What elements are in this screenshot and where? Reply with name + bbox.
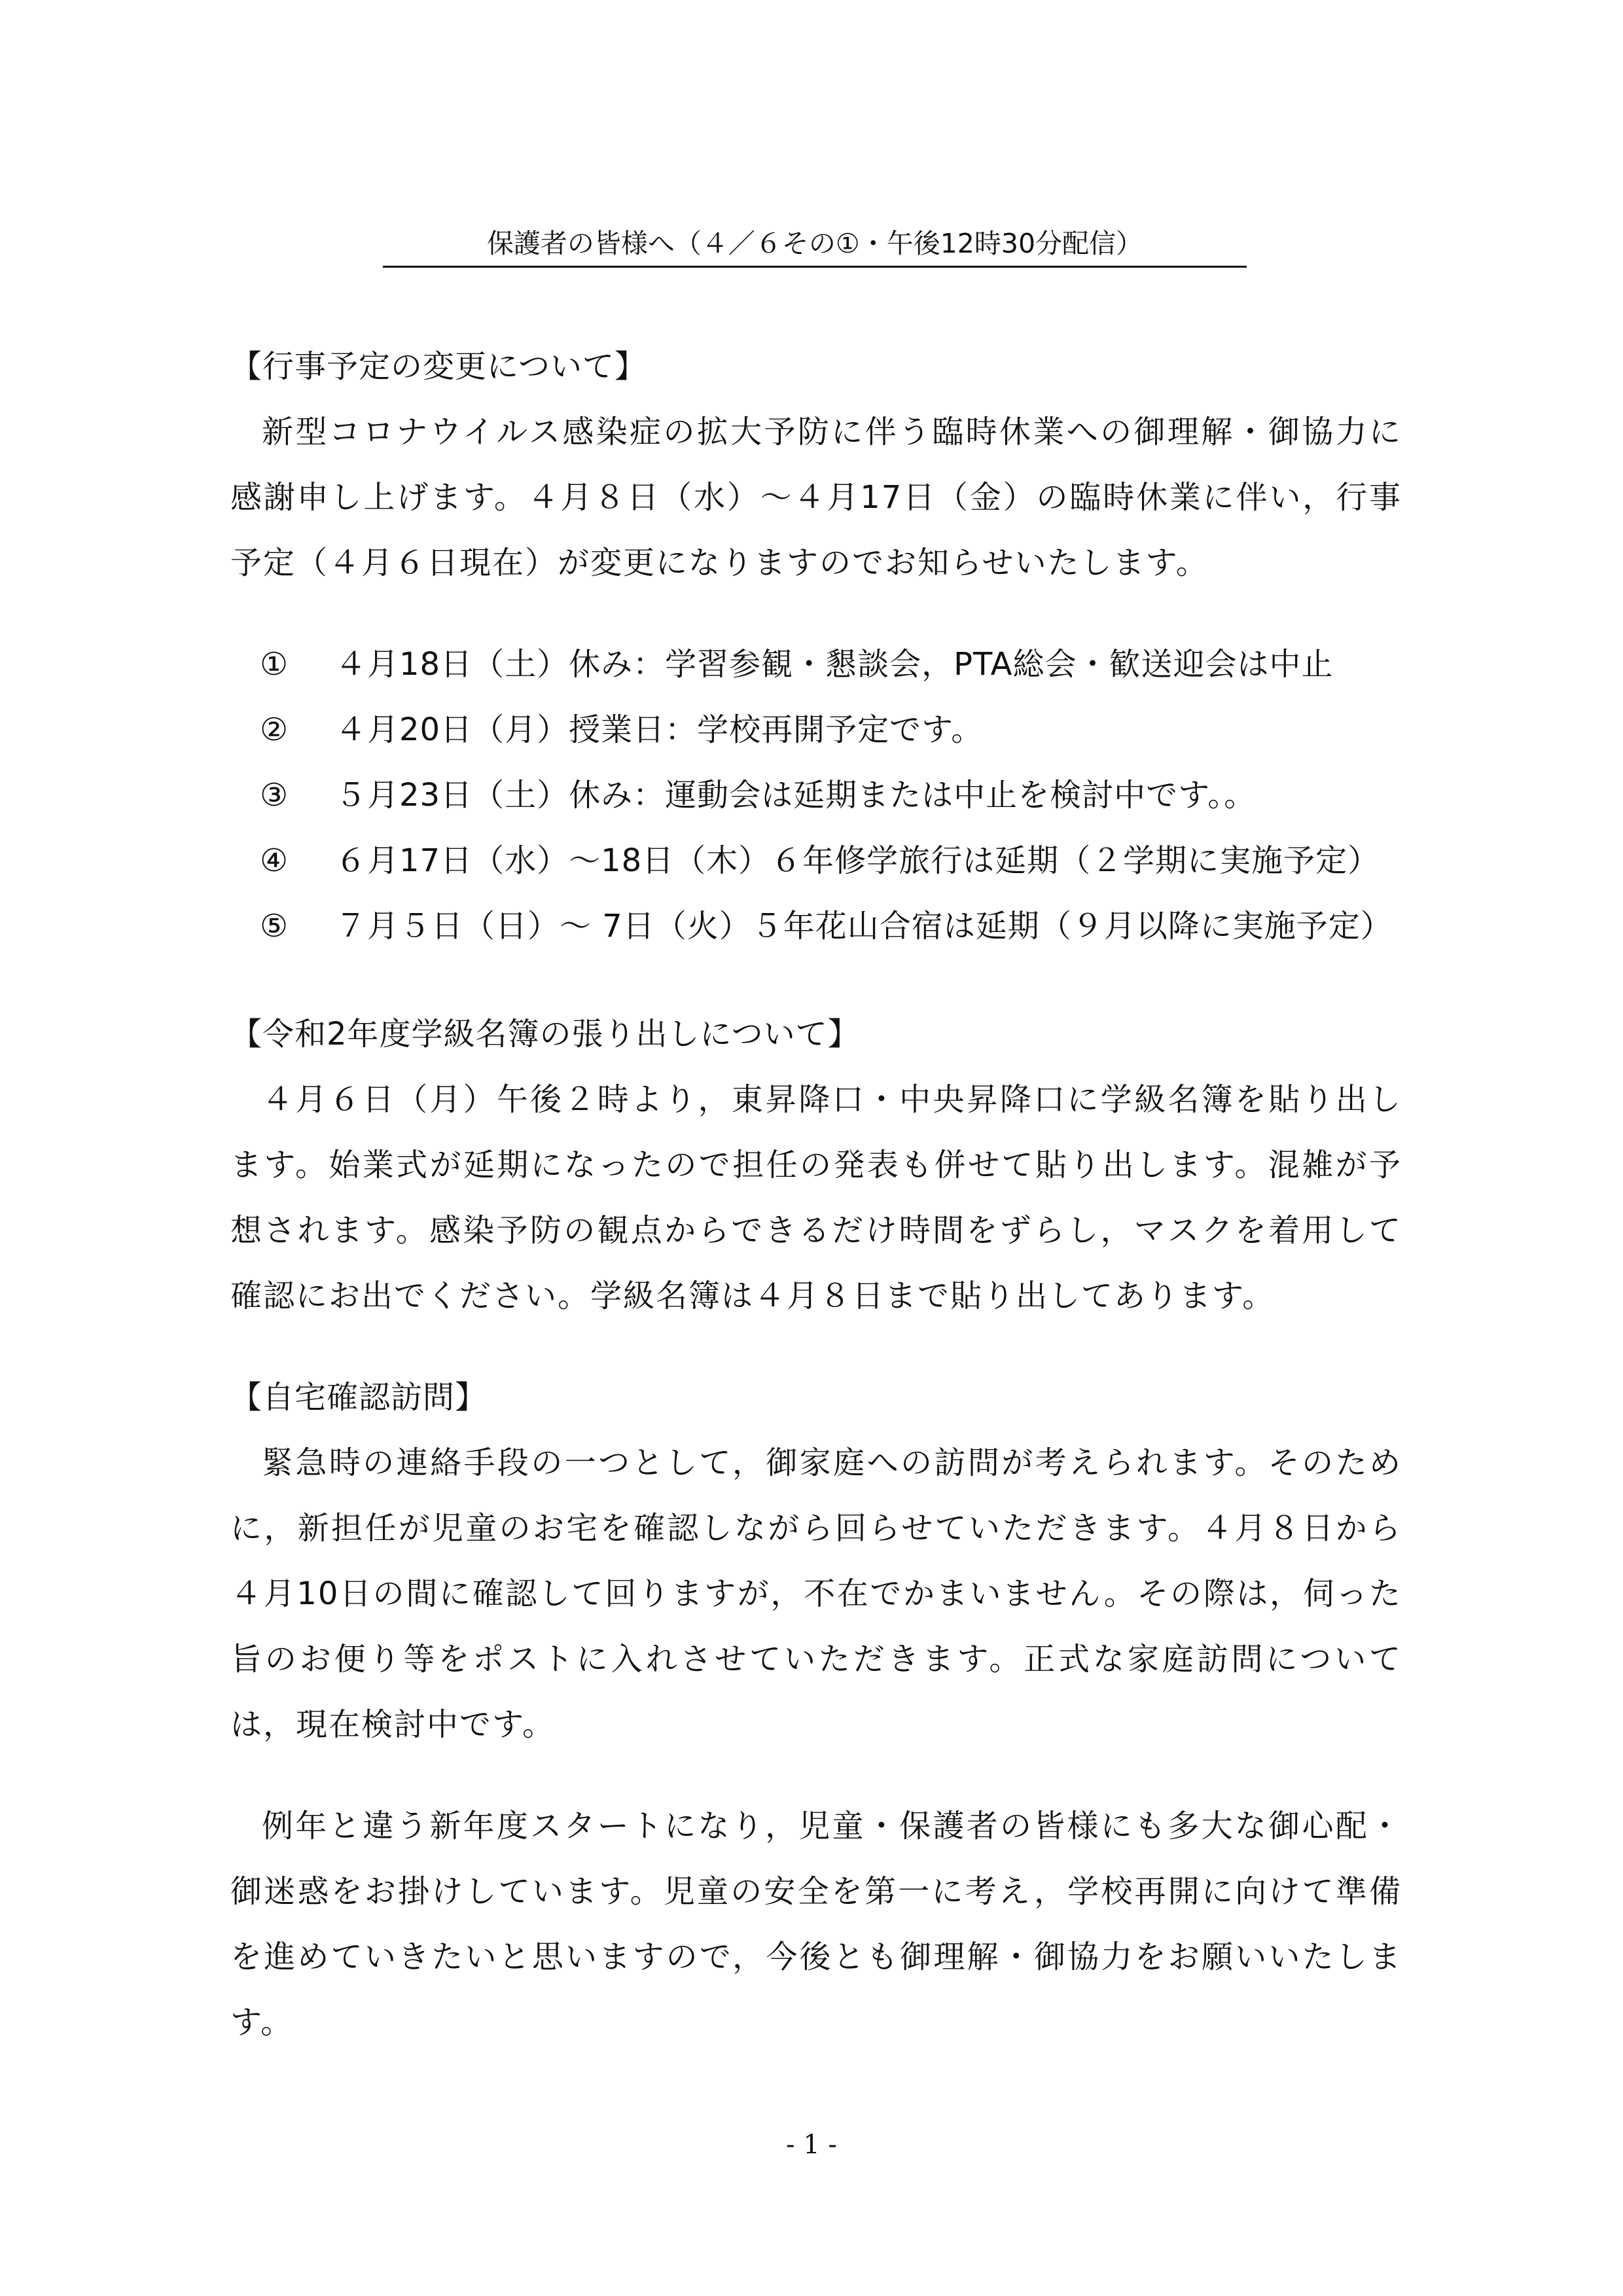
list-item <box>230 697 1402 762</box>
list-item-text: ５月23日（土）休み：運動会は延期または中止を検討中です。。 <box>335 777 1257 814</box>
section-heading-visit: 【自宅確認訪問】 <box>230 1379 488 1416</box>
section-body-visit: 緊急時の連絡手段の一つとして，御家庭への訪問が考えられます。そのために，新担任が児童のお宅を確認しながら回らせていただきます。４月８日から４月10日の間に確認して回りますが，不在でかまいません。その際は，伺った旨のお便り等をポストに入れさせていただきます。正式な家庭訪問については，現在検討中です。 <box>230 1444 1402 1743</box>
list-item-text: ４月20日（月）授業日：学校再開予定です。 <box>335 711 984 748</box>
section-heading-events: 【行事予定の変更について】 <box>230 348 647 385</box>
closing-section <box>230 1793 1402 2055</box>
section-class-roster <box>230 1001 1402 1329</box>
section-home-visit <box>230 1365 1402 1757</box>
closing-paragraph: 例年と違う新年度スタートになり，児童・保護者の皆様にも多大な御心配・御迷惑をお掛けしています。児童の安全を第一に考え，学校再開に向けて準備を進めていきたいと思いますので，今後とも御理解・御協力をお願いいたします。 <box>230 1808 1402 2041</box>
list-item <box>230 828 1402 893</box>
page-number: - 1 - <box>786 2130 837 2160</box>
list-item-number: ① <box>260 646 289 683</box>
list-item-number: ② <box>260 711 289 748</box>
section-event-changes <box>230 334 1402 596</box>
document-title: 保護者の皆様へ（４／６その①・午後12時30分配信） <box>383 224 1247 268</box>
list-item-number: ④ <box>260 842 289 879</box>
list-item-text: ４月18日（土）休み：学習参観・懇談会，PTA総会・歓送迎会は中止 <box>335 646 1334 683</box>
list-item-number: ③ <box>260 777 289 814</box>
section-heading-roster: 【令和2年度学級名簿の張り出しについて】 <box>230 1016 860 1052</box>
list-item <box>230 893 1402 959</box>
list-item-text: ７月５日（日）～ 7日（火）５年花山合宿は延期（９月以降に実施予定） <box>335 908 1393 944</box>
list-item-text: ６月17日（水）～18日（木）６年修学旅行は延期（２学期に実施予定） <box>335 842 1380 879</box>
list-item-number: ⑤ <box>260 908 289 944</box>
list-item <box>230 632 1402 697</box>
section-body-events: 新型コロナウイルス感染症の拡大予防に伴う臨時休業への御理解・御協力に感謝申し上げます。４月８日（水）～４月17日（金）の臨時休業に伴い，行事予定（４月６日現在）が変更になりますのでお知らせいたします。 <box>230 414 1402 581</box>
list-item <box>230 762 1402 828</box>
section-body-roster: ４月６日（月）午後２時より，東昇降口・中央昇降口に学級名簿を貼り出します。始業式が延期になったので担任の発表も併せて貼り出します。混雑が予想されます。感染予防の観点からできるだけ時間をずらし，マスクを着用して確認にお出でください。学級名簿は４月８日まで貼り出してあります。 <box>230 1081 1402 1314</box>
event-change-list <box>230 632 1402 959</box>
